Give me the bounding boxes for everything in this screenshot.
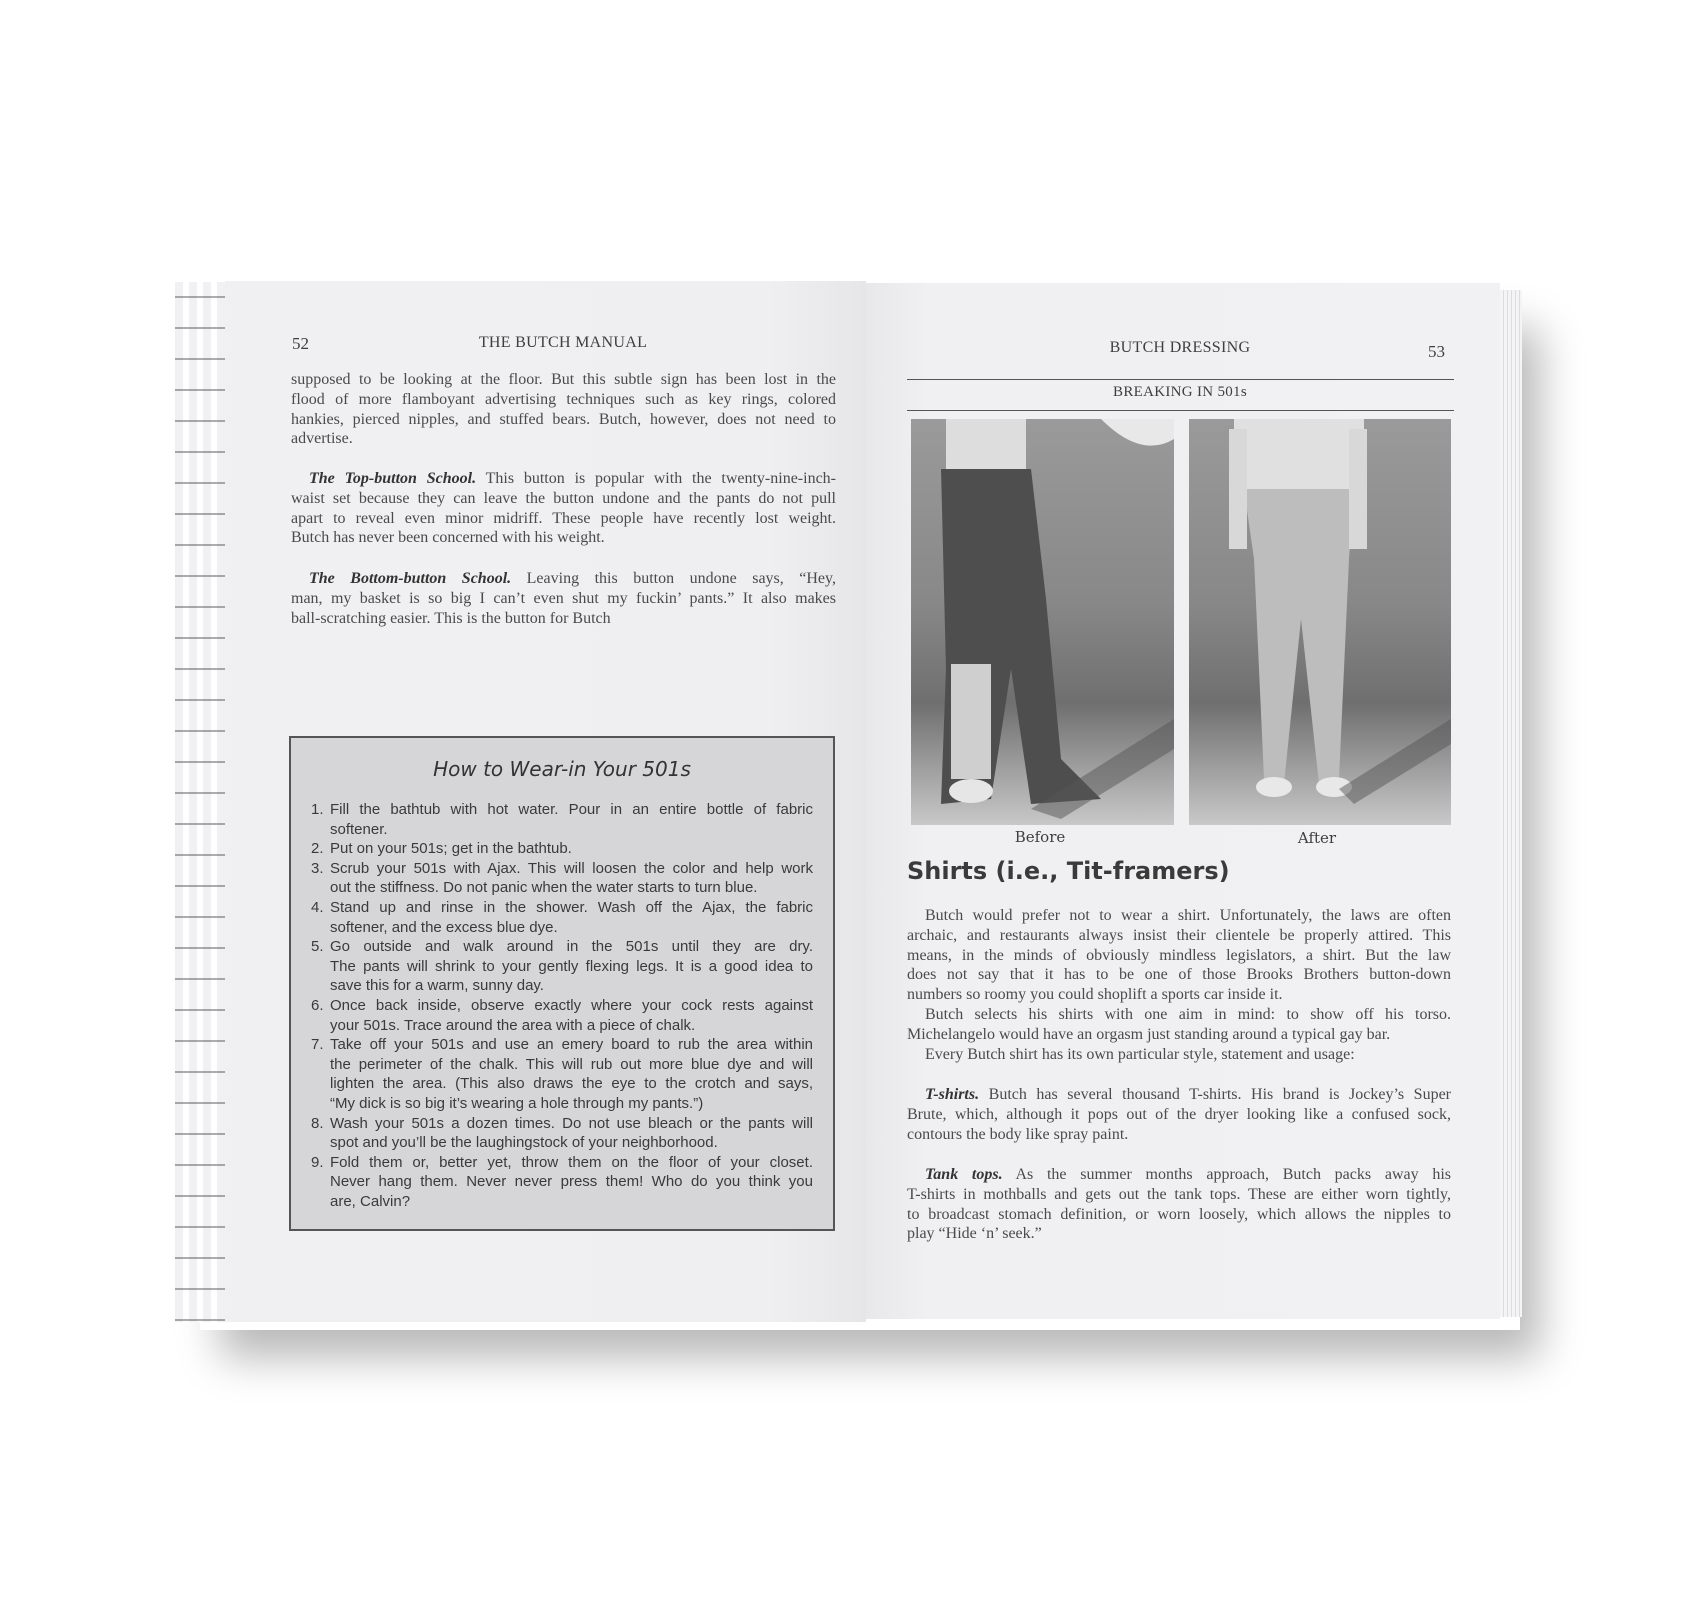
text-line: contours the body like spray paint. xyxy=(907,1126,1129,1143)
text-run: As the summer months approach, Butch packs away his xyxy=(1002,1166,1451,1183)
list-text-line: save this for a warm, sunny day. xyxy=(330,977,544,995)
list-number: 8. xyxy=(311,1114,324,1132)
text-line xyxy=(925,1085,1451,1105)
list-text-line: “My dick is so big it’s wearing a hole through my pants.”) xyxy=(330,1094,704,1112)
rule-top xyxy=(907,379,1454,380)
caption-after: After xyxy=(1297,829,1337,847)
list-text-line: Take off your 501s and use an emery board to rub the area within xyxy=(330,1036,813,1054)
text-line: Butch would prefer not to wear a shirt. Unfortunately, the laws are often xyxy=(925,907,1451,924)
text-line: supposed to be looking at the floor. But this subtle sign has been lost in the xyxy=(291,371,836,388)
text-line: to broadcast stomach definition, or worn loosely, which allows the nipples to xyxy=(907,1206,1451,1223)
text-line: archaic, and restaurants always insist their clientele be properly attired. This xyxy=(907,927,1451,944)
text-line: Butch selects his shirts with one aim in mind: to show off his torso. xyxy=(925,1006,1451,1023)
run-in-heading: Tank tops. xyxy=(925,1166,1003,1183)
run-in-heading: T-shirts. xyxy=(925,1086,980,1103)
page-number-left: 52 xyxy=(292,334,309,353)
sidebar-box xyxy=(289,736,835,1231)
list-text-line: Once back inside, observe exactly where your cock rests against xyxy=(330,997,813,1014)
text-line: waist set because they can leave the button undone and the pants do not pull xyxy=(291,490,836,507)
text-run: This button is popular with the twenty-nine-inch- xyxy=(476,470,837,487)
text-run: Leaving this button undone says, “Hey, xyxy=(511,570,836,587)
text-line: Butch has never been concerned with his weight. xyxy=(291,529,605,546)
text-line: ball-scratching easier. This is the button for Butch xyxy=(291,610,611,627)
text-line: means, in the minds of obviously mindless legislators, a shirt. But the law xyxy=(907,947,1451,964)
run-in-heading: The Bottom-button School. xyxy=(309,570,512,587)
section-heading: Shirts (i.e., Tit-framers) xyxy=(907,857,1230,885)
list-text-line: softener. xyxy=(330,820,388,838)
sidebar-title: How to Wear-in Your 501s xyxy=(433,757,691,781)
list-number: 1. xyxy=(311,801,324,818)
list-number: 5. xyxy=(311,938,324,956)
text-line xyxy=(925,1165,1451,1185)
list-text-line: Scrub your 501s with Ajax. This will loosen the color and help work xyxy=(330,859,813,877)
list-text-line: Go outside and walk around in the 501s until they are dry. xyxy=(330,938,813,956)
text-line: Michelangelo would have an orgasm just standing around a typical gay bar. xyxy=(907,1026,1391,1043)
section-title: BREAKING IN 501s xyxy=(1113,384,1247,400)
page-number-right: 53 xyxy=(1428,342,1445,361)
text-line xyxy=(309,469,836,489)
text-line: play “Hide ‘n’ seek.” xyxy=(907,1225,1042,1242)
running-head-right: BUTCH DRESSING xyxy=(1109,339,1251,356)
page-edges-right xyxy=(1500,290,1522,1317)
text-line xyxy=(309,569,836,589)
list-text-line: Never hang them. Never never press them! Who do you think you xyxy=(330,1173,813,1191)
text-line: flood of more flamboyant advertising techniques such as key rings, colored xyxy=(291,391,836,408)
list-text-line: Put on your 501s; get in the bathtub. xyxy=(330,840,572,858)
caption-before: Before xyxy=(1014,828,1066,846)
text-line: Every Butch shirt has its own particular style, statement and usage: xyxy=(925,1046,1355,1063)
list-text-line: lighten the area. (This also draws the eye to the crotch and says, xyxy=(330,1075,813,1093)
list-text-line: Stand up and rinse in the shower. Wash off the Ajax, the fabric xyxy=(330,899,813,916)
list-text-line: your 501s. Trace around the area with a piece of chalk. xyxy=(330,1016,696,1034)
list-number: 6. xyxy=(311,997,324,1014)
text-line: hankies, pierced nipples, and stuffed bears. Butch, however, does not need to xyxy=(291,411,836,428)
photo-before xyxy=(911,419,1174,825)
list-number: 9. xyxy=(311,1153,324,1171)
running-head-left: THE BUTCH MANUAL xyxy=(478,334,648,351)
list-text-line: The pants will shrink to your gently flexing legs. It is a good idea to xyxy=(330,957,813,975)
photo-after xyxy=(1189,419,1451,825)
list-number: 7. xyxy=(311,1036,324,1054)
list-text-line: are, Calvin? xyxy=(330,1192,411,1210)
list-text-line: spot and you’ll be the laughingstock of your neighborhood. xyxy=(330,1134,718,1152)
text-line: T-shirts in mothballs and gets out the tank tops. These are either worn tightly, xyxy=(907,1186,1451,1203)
text-line: apart to reveal even minor midriff. These people have recently lost weight. xyxy=(291,510,836,527)
list-text-line: out the stiffness. Do not panic when the water starts to turn blue. xyxy=(330,879,758,897)
list-text-line: Fold them or, better yet, throw them on the floor of your closet. xyxy=(330,1153,813,1171)
text-run: Butch has several thousand T-shirts. His brand is Jockey’s Super xyxy=(979,1086,1451,1103)
rule-bottom xyxy=(907,410,1454,411)
text-line: Brute, which, although it pops out of the dryer looking like a confused sock, xyxy=(907,1106,1451,1123)
list-number: 3. xyxy=(311,859,324,877)
text-line: does not say that it has to be one of those Brooks Brothers button-down xyxy=(907,966,1451,983)
list-text-line: softener, and the excess blue dye. xyxy=(330,918,558,936)
text-line: man, my basket is so big I can’t even shut my fuckin’ pants.” It also makes xyxy=(291,590,836,607)
list-text-line: the perimeter of the chalk. This will rub out more blue dye and will xyxy=(330,1055,813,1073)
list-number: 2. xyxy=(311,840,324,858)
list-text-line: Wash your 501s a dozen times. Do not use bleach or the pants will xyxy=(330,1114,813,1132)
run-in-heading: The Top-button School. xyxy=(309,470,477,487)
list-text-line: Fill the bathtub with hot water. Pour in an entire bottle of fabric xyxy=(330,801,813,818)
text-line: numbers so roomy you could shoplift a sports car inside it. xyxy=(907,986,1283,1003)
list-number: 4. xyxy=(311,899,324,916)
text-line: advertise. xyxy=(291,430,353,447)
